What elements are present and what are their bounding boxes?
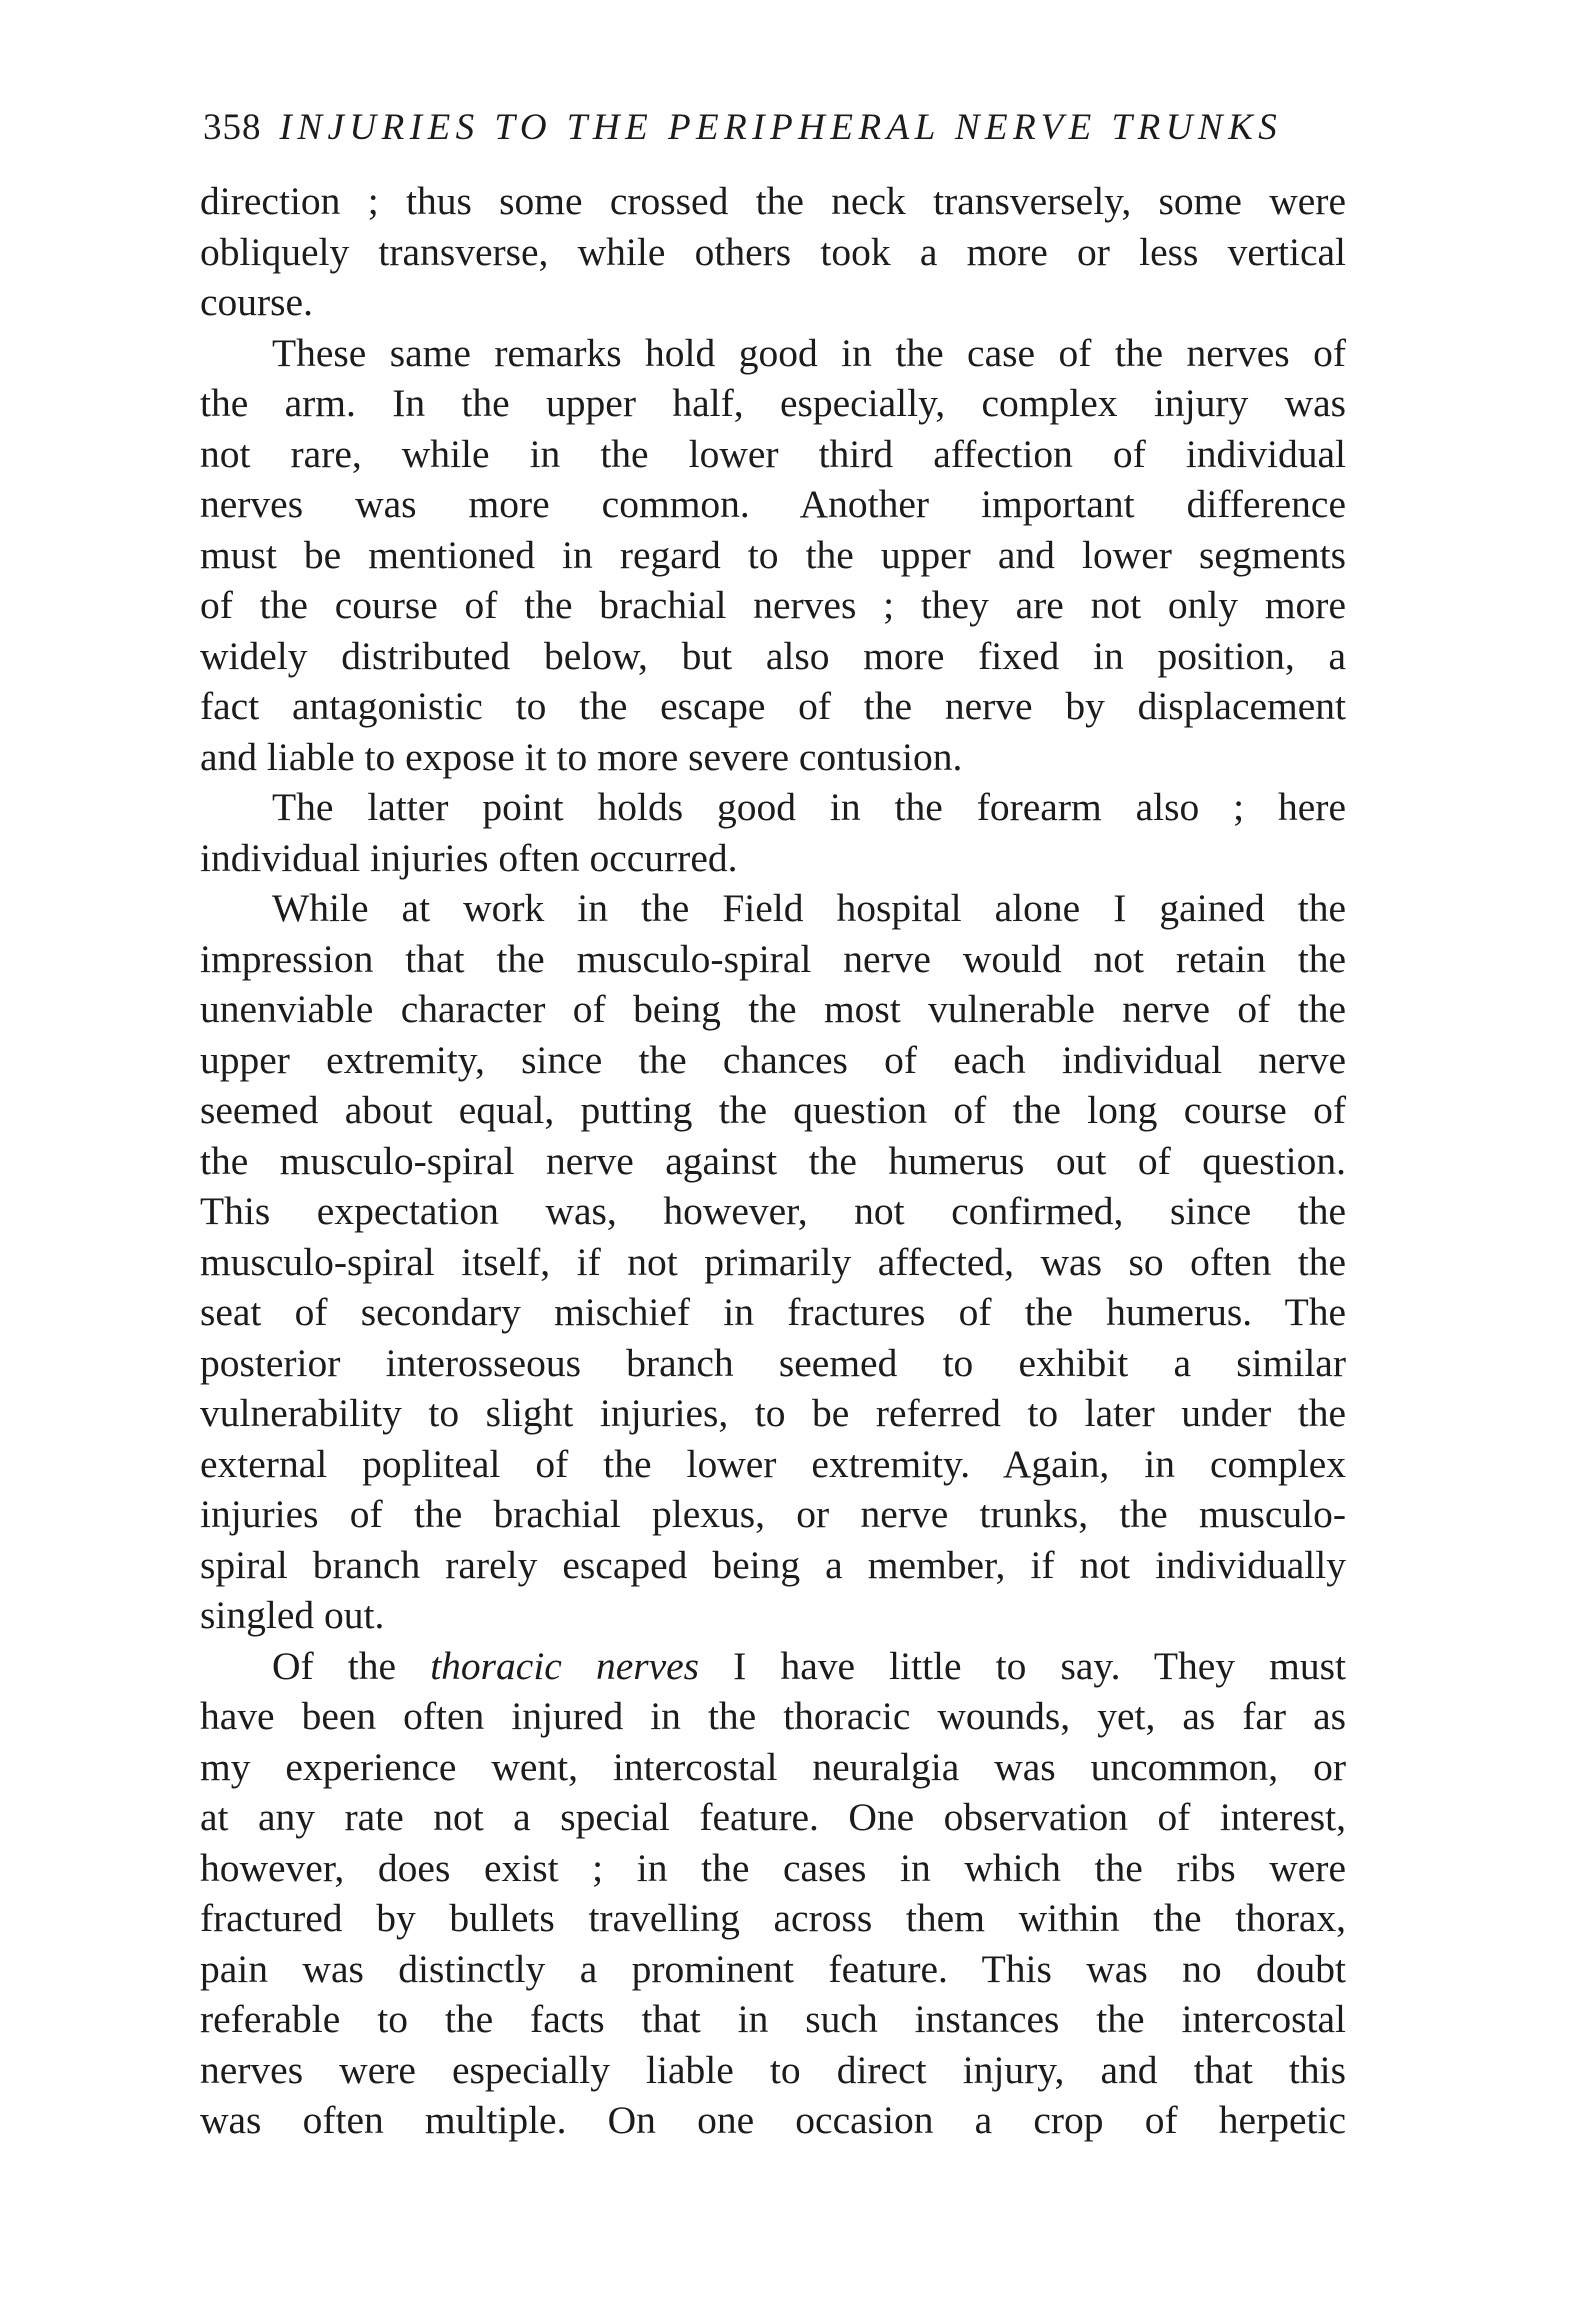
text-run: Of the [272, 1643, 431, 1688]
text-line: injuries of the brachial plexus, or nerve trunks, the musculo- [200, 1492, 1346, 1536]
text-line: external popliteal of the lower extremity. Again, in complex [200, 1441, 1346, 1486]
italic-term: thoracic nerves [430, 1643, 700, 1688]
text-line: was often multiple. On one occasion a crop of herpetic [200, 2098, 1346, 2142]
text-line: The latter point holds good in the forearm also ; here [272, 785, 1346, 829]
text-line: musculo-spiral itself, if not primarily affected, was so often the [200, 1239, 1346, 1284]
page-number: 358 [203, 107, 262, 148]
text-line: individual injuries often occurred. [200, 835, 738, 880]
text-run: I have little to say. They must [699, 1643, 1346, 1688]
text-line: This expectation was, however, not confirmed, since the [200, 1189, 1346, 1233]
text-line: not rare, while in the lower third affection of individual [200, 431, 1346, 476]
text-line: impression that the musculo-spiral nerve would not retain the [200, 936, 1346, 981]
text-line: fact antagonistic to the escape of the nerve by displacement [200, 684, 1346, 728]
text-line: While at work in the Field hospital alone I gained the [272, 886, 1346, 930]
text-line: seat of secondary mischief in fractures of the humerus. The [200, 1290, 1346, 1334]
text-line: upper extremity, since the chances of each individual nerve [200, 1037, 1346, 1082]
text-line: at any rate not a special feature. One observation of interest, [200, 1795, 1346, 1839]
text-line: widely distributed below, but also more fixed in position, a [200, 633, 1346, 678]
running-header [203, 98, 1363, 158]
text-line: must be mentioned in regard to the upper and lower segments [200, 532, 1346, 577]
text-line: direction ; thus some crossed the neck transversely, some were [200, 179, 1346, 223]
text-line: referable to the facts that in such instances the intercostal [200, 1997, 1346, 2041]
text-line: posterior interosseous branch seemed to exhibit a similar [200, 1340, 1346, 1385]
text-line: spiral branch rarely escaped being a member, if not individually [200, 1542, 1346, 1587]
text-line: pain was distinctly a prominent feature. This was no doubt [200, 1946, 1346, 1991]
text-line: course. [200, 280, 313, 324]
text-line: however, does exist ; in the cases in which the ribs were [200, 1845, 1346, 1890]
running-title: INJURIES TO THE PERIPHERAL NERVE TRUNKS [279, 107, 1283, 148]
text-line: obliquely transverse, while others took a more or less vertical [200, 229, 1346, 274]
text-line: of the course of the brachial nerves ; they are not only more [200, 583, 1346, 627]
text-line: nerves were especially liable to direct injury, and that this [200, 2047, 1346, 2092]
text-line: seemed about equal, putting the question of the long course of [200, 1088, 1346, 1132]
text-line: nerves was more common. Another important difference [200, 482, 1346, 526]
text-line: and liable to expose it to more severe contusion. [200, 734, 963, 779]
body-text [200, 176, 1346, 2146]
text-line: unenviable character of being the most vulnerable nerve of the [200, 987, 1346, 1031]
text-line: fractured by bullets travelling across them within the thorax, [200, 1896, 1346, 1940]
text-line [200, 1641, 1346, 1692]
text-line: These same remarks hold good in the case of the nerves of [272, 330, 1346, 375]
text-line: vulnerability to slight injuries, to be referred to later under the [200, 1391, 1346, 1435]
text-line: have been often injured in the thoracic wounds, yet, as far as [200, 1694, 1346, 1738]
text-line: the musculo-spiral nerve against the humerus out of question. [200, 1138, 1346, 1183]
text-line: singled out. [200, 1593, 385, 1637]
text-line: my experience went, intercostal neuralgia was uncommon, or [200, 1744, 1346, 1789]
text-line: the arm. In the upper half, especially, complex injury was [200, 381, 1346, 425]
